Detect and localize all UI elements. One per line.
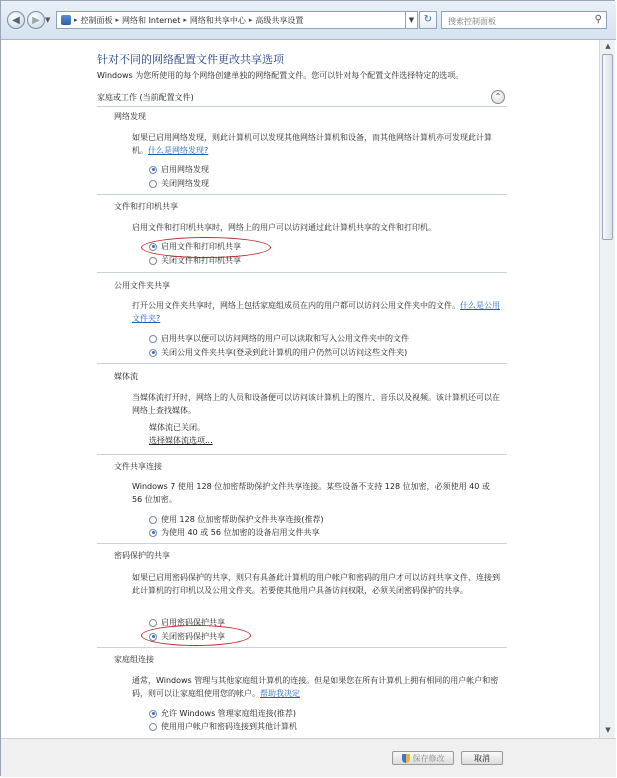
vertical-scrollbar[interactable] — [599, 40, 615, 738]
homegroup-desc-text: 通常，Windows 管理与其他家庭组计算机的连接。但是如果您在所有计算机上拥有相同的用户帐户和密码，则可以让家庭组使用您的帐户。 — [132, 676, 499, 698]
radio-button[interactable] — [149, 529, 157, 537]
scrollbar-thumb[interactable] — [602, 54, 613, 240]
what-is-public-folder-link[interactable]: 什么是公用文件夹? — [132, 301, 500, 323]
radio-label: 启用密码保护共享 — [161, 618, 225, 627]
address-dropdown-button[interactable]: ▼ — [406, 11, 418, 29]
network-discovery-desc-text: 如果已启用网络发现，则此计算机可以发现其他网络计算机和设备，而其他网络计算机亦可发现此计算机。 — [132, 133, 492, 155]
radio-enable-public-folder-sharing[interactable] — [149, 333, 409, 344]
radio-label: 启用文件和打印机共享 — [161, 242, 241, 251]
breadcrumb-network-sharing-center[interactable]: 网络和共享中心 — [189, 15, 246, 25]
radio-label: 关闭文件和打印机共享 — [161, 256, 241, 265]
homegroup-description — [132, 674, 502, 700]
save-changes-button[interactable] — [392, 751, 454, 765]
search-box — [441, 11, 607, 29]
collapse-profile-button[interactable] — [491, 90, 505, 104]
recent-pages-dropdown[interactable]: ▼ — [45, 16, 51, 24]
chevron-right-icon[interactable]: ▸ — [183, 16, 187, 24]
section-divider — [97, 363, 507, 364]
media-streaming-description: 当媒体流打开时，网络上的人员和设备便可以访问该计算机上的图片、音乐以及视频。该计算机还可以在网络上查找媒体。 — [132, 393, 500, 415]
search-input[interactable] — [446, 13, 590, 29]
radio-button[interactable] — [149, 349, 157, 357]
forward-arrow-icon: ▶ — [32, 14, 40, 26]
uac-shield-icon — [402, 754, 410, 763]
chevron-right-icon[interactable]: ▸ — [248, 16, 253, 24]
radio-use-user-accounts-passwords[interactable] — [149, 721, 297, 732]
page-subtitle: Windows 为您所使用的每个网络创建单独的网络配置文件。您可以针对每个配置文件选择特定的选项。 — [97, 71, 464, 80]
section-divider — [97, 272, 507, 273]
radio-use-128-bit-encryption[interactable] — [149, 514, 324, 525]
radio-label: 启用共享以便可以访问网络的用户可以读取和写入公用文件夹中的文件 — [161, 334, 409, 343]
back-arrow-icon: ◀ — [12, 14, 20, 26]
public-folder-desc-text: 打开公用文件夹共享时，网络上包括家庭组成员在内的用户都可以访问公用文件夹中的文件。 — [132, 301, 460, 310]
radio-enable-network-discovery[interactable] — [149, 164, 209, 175]
radio-label: 关闭公用文件夹共享(登录到此计算机的用户仍然可以访问这些文件夹) — [161, 348, 408, 357]
file-sharing-connections-description: Windows 7 使用 128 位加密帮助保护文件共享连接。某些设备不支持 128 位加密，必须使用 40 或 56 位加密。 — [132, 482, 490, 504]
radio-label: 为使用 40 或 56 位加密的设备启用文件共享 — [161, 528, 320, 537]
section-divider — [97, 647, 507, 648]
radio-allow-windows-manage-homegroup[interactable] — [149, 708, 296, 719]
section-heading-media-streaming: 媒体流 — [114, 372, 138, 381]
radio-button[interactable] — [149, 335, 157, 343]
profile-heading: 家庭或工作 (当前配置文件) — [97, 93, 194, 102]
radio-label: 关闭密码保护共享 — [161, 632, 225, 641]
radio-button[interactable] — [149, 723, 157, 731]
chevron-right-icon[interactable]: ▸ — [115, 16, 120, 24]
password-protected-sharing-description: 如果已启用密码保护的共享，则只有具备此计算机的用户帐户和密码的用户才可以访问共享文件、连接到此计算机的打印机以及公用文件夹。若要使其他用户具备访问权限，必须关闭密码保护的共享。 — [132, 573, 500, 595]
refresh-icon: ↻ — [423, 14, 433, 25]
radio-enable-40-56-bit-encryption[interactable] — [149, 527, 320, 538]
radio-disable-public-folder-sharing[interactable] — [149, 347, 407, 358]
control-panel-icon — [61, 15, 71, 25]
radio-button[interactable] — [149, 180, 157, 188]
red-highlight-ellipse — [141, 625, 251, 646]
cancel-label: 取消 — [474, 753, 490, 763]
back-button[interactable] — [7, 11, 25, 29]
radio-label: 使用用户帐户和密码连接到其他计算机 — [161, 722, 297, 731]
network-discovery-description — [132, 131, 502, 157]
breadcrumb-control-panel[interactable]: 控制面板 — [80, 15, 113, 25]
chevron-up-icon: ⌃ — [494, 92, 502, 101]
radio-button[interactable] — [149, 516, 157, 524]
radio-disable-network-discovery[interactable] — [149, 178, 209, 189]
file-printer-sharing-description: 启用文件和打印机共享时，网络上的用户可以访问通过此计算机共享的文件和打印机。 — [132, 223, 436, 232]
forward-button[interactable] — [27, 11, 45, 29]
breadcrumb-advanced-sharing[interactable]: 高级共享设置 — [255, 15, 304, 25]
main-content — [1, 40, 599, 738]
section-heading-file-sharing-connections: 文件共享连接 — [114, 462, 162, 471]
section-heading-file-printer-sharing: 文件和打印机共享 — [114, 202, 178, 211]
scroll-down-arrow-icon[interactable]: ▼ — [605, 726, 611, 734]
media-streaming-status: 媒体流已关闭。 — [149, 423, 205, 432]
breadcrumb-network-internet[interactable]: 网络和 Internet — [122, 15, 181, 25]
cancel-button[interactable] — [461, 751, 503, 765]
section-divider — [97, 194, 507, 195]
breadcrumb — [56, 11, 406, 29]
section-heading-public-folder-sharing: 公用文件夹共享 — [114, 281, 170, 290]
chevron-right-icon[interactable]: ▸ — [74, 16, 78, 24]
help-me-decide-link[interactable]: 帮助我决定 — [260, 689, 300, 698]
footer-bar — [1, 738, 616, 777]
what-is-network-discovery-link[interactable]: 什么是网络发现? — [148, 146, 209, 155]
section-divider — [97, 454, 507, 455]
radio-label: 启用网络发现 — [161, 165, 209, 174]
radio-button[interactable] — [149, 619, 157, 627]
public-folder-description — [132, 299, 502, 325]
address-bar — [1, 1, 616, 40]
radio-label: 使用 128 位加密帮助保护文件共享连接(推荐) — [161, 515, 324, 524]
radio-label: 关闭网络发现 — [161, 179, 209, 188]
scroll-up-arrow-icon[interactable]: ▲ — [605, 42, 611, 50]
radio-disable-file-printer-sharing[interactable] — [149, 255, 241, 266]
page-title: 针对不同的网络配置文件更改共享选项 — [97, 53, 284, 66]
save-changes-label: 保存修改 — [412, 753, 445, 763]
radio-label: 允许 Windows 管理家庭组连接(推荐) — [161, 709, 297, 718]
section-heading-password-protected-sharing: 密码保护的共享 — [114, 551, 170, 560]
profile-divider — [97, 106, 507, 107]
search-icon[interactable]: ⚲ — [594, 14, 602, 25]
section-heading-homegroup-connections: 家庭组连接 — [114, 655, 154, 664]
radio-button[interactable] — [149, 257, 157, 265]
radio-button[interactable] — [149, 166, 157, 174]
refresh-button[interactable] — [419, 11, 437, 29]
radio-button[interactable] — [149, 710, 157, 718]
section-heading-network-discovery: 网络发现 — [114, 112, 146, 121]
choose-media-streaming-options-link[interactable]: 选择媒体流选项... — [149, 436, 213, 445]
section-divider — [97, 543, 507, 544]
